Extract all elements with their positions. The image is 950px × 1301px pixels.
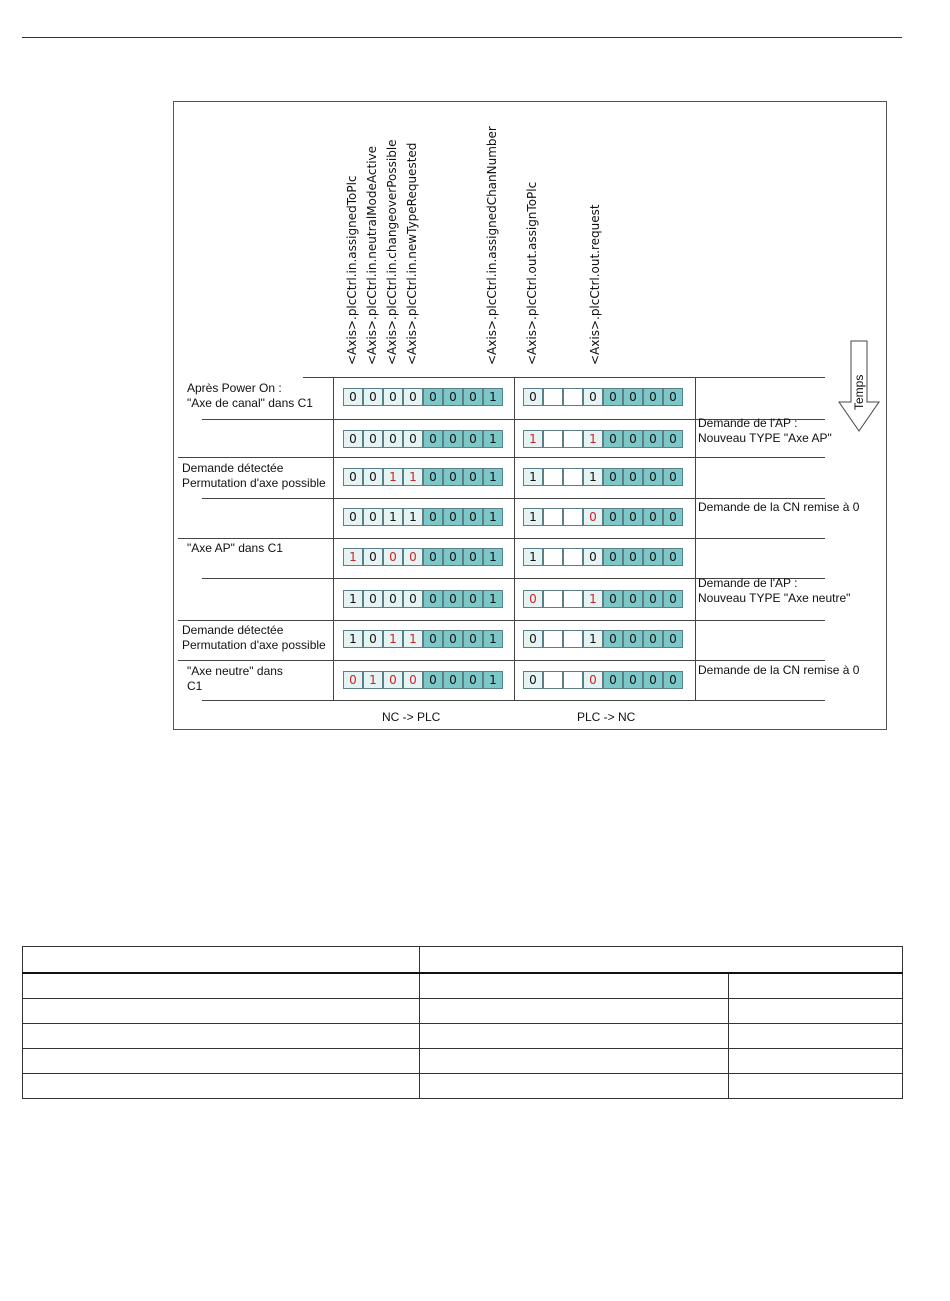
plc-bit-cell: 0	[663, 671, 683, 689]
plc-bit-cell	[543, 430, 563, 448]
empty-table	[22, 946, 903, 1099]
divider-notes	[695, 378, 696, 700]
row-separator	[178, 660, 825, 661]
nc-bit-cell: 1	[403, 468, 423, 486]
plc-bit-cell: 0	[643, 508, 663, 526]
nc-bit-cell: 0	[443, 468, 463, 486]
nc-bit-cell: 0	[463, 468, 483, 486]
nc-bit-cell: 0	[383, 548, 403, 566]
plc-bit-cell	[543, 468, 563, 486]
nc-bit-cell: 1	[403, 508, 423, 526]
row-separator	[303, 377, 825, 378]
plc-bit-cell: 1	[523, 468, 543, 486]
plc-bit-cell: 0	[603, 468, 623, 486]
signal-label-new-type-requested: <Axis>.plcCtrl.in.newTypeRequested	[405, 142, 419, 365]
signal-label-neutral-mode-active: <Axis>.plcCtrl.in.neutralModeActive	[365, 145, 379, 365]
nc-bit-cell: 0	[463, 548, 483, 566]
plc-bit-cell: 0	[663, 430, 683, 448]
nc-bit-cell: 0	[463, 388, 483, 406]
plc-bit-cell: 0	[623, 508, 643, 526]
row-label: Après Power On : "Axe de canal" dans C1	[187, 381, 313, 410]
nc-bit-cell: 0	[443, 548, 463, 566]
table-row	[23, 1024, 903, 1049]
plc-bit-cell	[543, 388, 563, 406]
divider-nc-plc	[514, 378, 515, 700]
row-note: Demande de l'AP : Nouveau TYPE "Axe neutre"	[698, 576, 851, 605]
table-header-row	[23, 947, 903, 974]
nc-bit-cell: 0	[403, 388, 423, 406]
row-separator	[178, 538, 825, 539]
plc-bit-cell: 0	[603, 548, 623, 566]
nc-bit-cell: 0	[343, 430, 363, 448]
nc-bit-cell: 1	[483, 468, 503, 486]
nc-bit-cell: 0	[423, 468, 443, 486]
nc-bit-cell: 0	[423, 630, 443, 648]
plc-bit-cell: 0	[623, 468, 643, 486]
nc-bit-cell: 1	[383, 508, 403, 526]
nc-bit-cell: 0	[463, 590, 483, 608]
plc-bit-cell: 0	[643, 671, 663, 689]
row-note: Demande de la CN remise à 0	[698, 500, 860, 514]
table-cell	[729, 1074, 903, 1099]
row-separator	[178, 620, 825, 621]
plc-bit-cell: 0	[583, 548, 603, 566]
plc-bit-cell	[563, 548, 583, 566]
nc-bit-cell: 0	[403, 590, 423, 608]
signal-label-assigned-to-plc: <Axis>.plcCtrl.in.assignedToPlc	[345, 175, 359, 365]
footer-nc-to-plc: NC -> PLC	[382, 710, 441, 724]
nc-bit-cell: 0	[343, 671, 363, 689]
nc-bit-cell: 0	[423, 388, 443, 406]
nc-bit-cell: 0	[423, 671, 443, 689]
table-cell	[420, 999, 729, 1024]
nc-bit-cell: 0	[463, 630, 483, 648]
plc-bit-cell: 0	[623, 430, 643, 448]
plc-bit-cell: 0	[643, 430, 663, 448]
plc-bit-cell: 0	[603, 630, 623, 648]
header-rule	[22, 37, 902, 38]
nc-bit-cell: 1	[483, 548, 503, 566]
plc-bit-cell	[543, 548, 563, 566]
plc-bit-cell	[543, 508, 563, 526]
nc-bit-cell: 0	[363, 590, 383, 608]
plc-bit-cell: 1	[583, 468, 603, 486]
plc-bit-cell: 0	[643, 630, 663, 648]
plc-bit-cell: 0	[663, 508, 683, 526]
nc-bit-cell: 0	[443, 388, 463, 406]
nc-bit-cell: 0	[463, 508, 483, 526]
plc-bit-cell: 0	[523, 590, 543, 608]
plc-bit-cell	[543, 590, 563, 608]
plc-bit-cell: 0	[663, 590, 683, 608]
plc-bit-cell: 0	[623, 630, 643, 648]
plc-bit-cell: 0	[603, 430, 623, 448]
plc-bit-cell: 0	[623, 590, 643, 608]
table-cell	[420, 973, 729, 999]
row-note: Demande de la CN remise à 0	[698, 663, 860, 677]
nc-bit-cell: 1	[483, 671, 503, 689]
table-cell	[729, 1049, 903, 1074]
nc-bit-cell: 0	[383, 430, 403, 448]
plc-bit-cell: 0	[603, 671, 623, 689]
signal-label-assigned-chan-number: <Axis>.plcCtrl.in.assignedChanNumber	[485, 126, 499, 365]
plc-bit-cell: 0	[623, 548, 643, 566]
plc-bit-cell	[563, 630, 583, 648]
nc-bit-cell: 0	[443, 671, 463, 689]
nc-bit-cell: 0	[363, 630, 383, 648]
nc-bit-cell: 0	[443, 590, 463, 608]
footer-plc-to-nc: PLC -> NC	[577, 710, 636, 724]
nc-bit-cell: 1	[383, 630, 403, 648]
nc-bit-cell: 1	[403, 630, 423, 648]
row-label: Demande détectée Permutation d'axe possible	[182, 461, 326, 490]
plc-bit-cell: 0	[663, 548, 683, 566]
table-row	[23, 1049, 903, 1074]
nc-bit-cell: 0	[343, 468, 363, 486]
nc-bit-cell: 1	[343, 630, 363, 648]
nc-bit-cell: 0	[403, 548, 423, 566]
plc-bit-cell: 0	[663, 388, 683, 406]
plc-bit-cell	[563, 388, 583, 406]
row-separator	[202, 498, 825, 499]
plc-bit-cell: 1	[583, 590, 603, 608]
plc-bit-cell: 0	[623, 388, 643, 406]
plc-bit-cell	[543, 671, 563, 689]
plc-bit-cell: 0	[643, 590, 663, 608]
nc-bit-cell: 1	[483, 388, 503, 406]
plc-bit-cell: 0	[523, 671, 543, 689]
nc-bit-cell: 0	[363, 508, 383, 526]
nc-bit-cell: 0	[363, 388, 383, 406]
table-row	[23, 973, 903, 999]
nc-bit-cell: 0	[443, 430, 463, 448]
nc-bit-cell: 0	[343, 388, 363, 406]
plc-bit-cell: 0	[643, 388, 663, 406]
table-cell	[729, 999, 903, 1024]
signal-label-assign-to-plc: <Axis>.plcCtrl.out.assignToPlc	[525, 181, 539, 365]
signal-label-changeover-possible: <Axis>.plcCtrl.in.changeoverPossible	[385, 139, 399, 365]
plc-bit-cell: 0	[583, 508, 603, 526]
nc-bit-cell: 0	[423, 590, 443, 608]
plc-bit-cell: 0	[603, 508, 623, 526]
nc-bit-cell: 0	[343, 508, 363, 526]
nc-bit-cell: 0	[463, 430, 483, 448]
row-separator	[178, 457, 825, 458]
nc-bit-cell: 0	[443, 630, 463, 648]
plc-bit-cell	[563, 671, 583, 689]
plc-bit-cell: 0	[523, 388, 543, 406]
row-label: "Axe AP" dans C1	[187, 541, 283, 555]
nc-bit-cell: 0	[423, 548, 443, 566]
nc-bit-cell: 1	[483, 590, 503, 608]
nc-bit-cell: 1	[483, 430, 503, 448]
nc-bit-cell: 1	[483, 508, 503, 526]
nc-bit-cell: 1	[343, 548, 363, 566]
table-row	[23, 999, 903, 1024]
nc-bit-cell: 0	[363, 548, 383, 566]
plc-bit-cell: 0	[583, 388, 603, 406]
divider-labels	[333, 378, 334, 700]
plc-bit-cell: 0	[663, 468, 683, 486]
table-cell	[420, 1049, 729, 1074]
table-cell	[420, 1024, 729, 1049]
plc-bit-cell: 0	[663, 630, 683, 648]
table-row	[23, 1074, 903, 1099]
table-cell	[23, 973, 420, 999]
nc-bit-cell: 0	[383, 388, 403, 406]
plc-bit-cell	[563, 590, 583, 608]
nc-bit-cell: 0	[403, 430, 423, 448]
plc-bit-cell: 0	[603, 590, 623, 608]
plc-bit-cell: 1	[523, 430, 543, 448]
table-cell	[420, 1074, 729, 1099]
signal-label-request: <Axis>.plcCtrl.out.request	[588, 204, 602, 365]
plc-bit-cell: 0	[623, 671, 643, 689]
nc-bit-cell: 1	[383, 468, 403, 486]
row-label: "Axe neutre" dans C1	[187, 664, 283, 693]
nc-bit-cell: 0	[443, 508, 463, 526]
time-arrow-label: Temps	[852, 374, 866, 410]
nc-bit-cell: 1	[363, 671, 383, 689]
plc-bit-cell: 1	[583, 430, 603, 448]
plc-bit-cell: 0	[643, 548, 663, 566]
plc-bit-cell	[563, 430, 583, 448]
plc-bit-cell: 0	[583, 671, 603, 689]
table-cell	[23, 999, 420, 1024]
row-separator	[202, 700, 825, 701]
plc-bit-cell	[543, 630, 563, 648]
table-cell	[23, 1074, 420, 1099]
plc-bit-cell: 1	[583, 630, 603, 648]
nc-bit-cell: 0	[363, 430, 383, 448]
nc-bit-cell: 1	[343, 590, 363, 608]
plc-bit-cell: 1	[523, 508, 543, 526]
nc-bit-cell: 0	[383, 590, 403, 608]
nc-bit-cell: 0	[383, 671, 403, 689]
row-note: Demande de l'AP : Nouveau TYPE "Axe AP"	[698, 416, 832, 445]
plc-bit-cell: 0	[603, 388, 623, 406]
plc-bit-cell: 1	[523, 548, 543, 566]
plc-bit-cell	[563, 508, 583, 526]
plc-bit-cell: 0	[643, 468, 663, 486]
nc-bit-cell: 0	[363, 468, 383, 486]
nc-bit-cell: 0	[423, 508, 443, 526]
plc-bit-cell: 0	[523, 630, 543, 648]
table-header-cell	[420, 947, 903, 974]
table-cell	[23, 1049, 420, 1074]
plc-bit-cell	[563, 468, 583, 486]
table-cell	[23, 1024, 420, 1049]
nc-bit-cell: 1	[483, 630, 503, 648]
nc-bit-cell: 0	[463, 671, 483, 689]
nc-bit-cell: 0	[423, 430, 443, 448]
table-cell	[729, 973, 903, 999]
table-header-cell	[23, 947, 420, 974]
row-label: Demande détectée Permutation d'axe possible	[182, 623, 326, 652]
nc-bit-cell: 0	[403, 671, 423, 689]
table-cell	[729, 1024, 903, 1049]
